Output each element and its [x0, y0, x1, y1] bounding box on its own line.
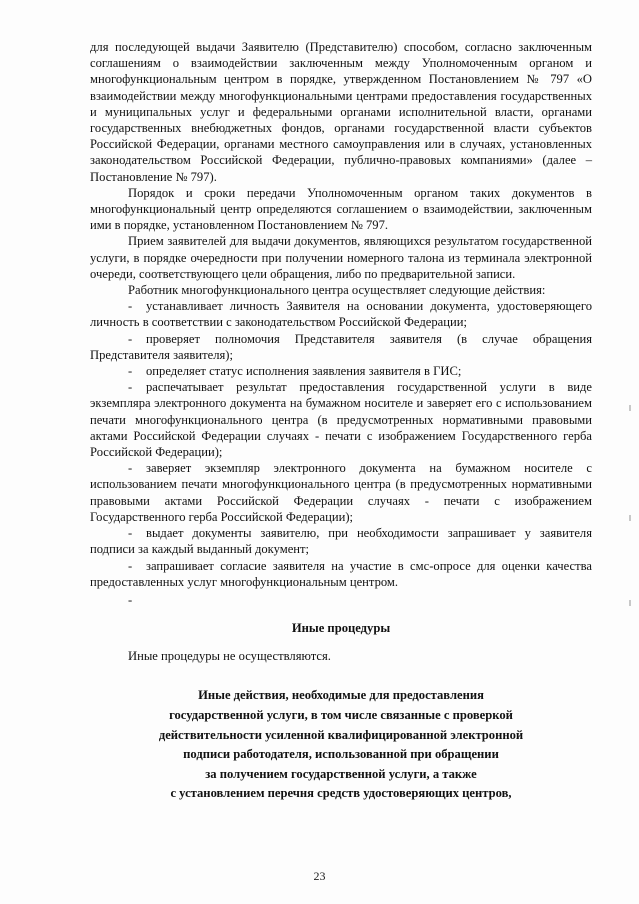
final-heading-line: действительности усиленной квалифицированной электронной [158, 727, 524, 742]
list-marker: - [128, 461, 133, 476]
paragraph-transfer-terms: Порядок и сроки передачи Уполномоченным органом таких документов в многофункциональный центр определяются соглашением о взаимодействии, заключенным ими в порядке, установленном Постановлением № 797. [90, 185, 592, 233]
paragraph-continuation: для последующей выдачи Заявителю (Представителю) способом, согласно заключенным соглашениям о взаимодействии заключенным между Уполномоченным органом и многофункциональным центром в порядке, утвержденном Постановлением № 797 «О взаимодействии между многофункциональными центрами предоставления государственных и муниципальных услуг и федеральными органами исполнительной власти, органами государственных внебюджетных фондов, органами государственной власти субъектов Российской Федерации, органами местного самоуправления или в случаях, установленных законодательством Российской Федерации, публично-правовых компаниями» (далее – Постановление № 797). [90, 40, 592, 184]
list-item-text: определяет статус исполнения заявления заявителя в ГИС; [146, 364, 462, 379]
list-item [90, 379, 592, 460]
paragraph-actions-intro: Работник многофункционального центра осуществляет следующие действия: [128, 283, 546, 298]
list-item [90, 331, 592, 363]
final-heading [90, 686, 592, 804]
final-heading-line: с установлением перечня средств удостоверяющих центров, [170, 786, 512, 801]
list-item-text: заверяет экземпляр электронного документа на бумажном носителе с использованием печати многофункционального центра (в предусмотренных нормативными правовыми актами Российской Федерации случаях - печати с изображением Государственного герба Российской Федерации); [90, 461, 592, 524]
list-marker: - [128, 364, 133, 379]
list-marker: - [128, 558, 133, 573]
list-marker: - [128, 331, 133, 346]
page-number: 23 [313, 869, 326, 883]
list-marker: - [128, 299, 133, 314]
list-item-text: проверяет полномочия Представителя заявителя (в случае обращения Представителя заявителя); [90, 331, 592, 362]
scan-artifact [629, 600, 631, 606]
list-item-text: устанавливает личность Заявителя на основании документа, удостоверяющего личность в соответствии с законодательством Российской Федерации; [90, 299, 592, 330]
empty-list-marker: - [128, 592, 133, 607]
scan-artifact [629, 405, 631, 411]
list-item-text: выдает документы заявителю, при необходимости запрашивает у заявителя подписи за каждый выданный документ; [90, 526, 592, 557]
paragraph-reception: Прием заявителей для выдачи документов, являющихся результатом государственной услуги, в порядке очередности при получении номерного талона из терминала электронной очереди, соответствующего цели обращения, либо по предварительной записи. [90, 234, 592, 281]
list-item [90, 363, 592, 379]
list-item [90, 460, 592, 525]
section-heading: Иные процедуры [291, 620, 391, 635]
final-heading-line: подписи работодателя, использованной при обращении [183, 747, 499, 762]
list-item [90, 558, 592, 590]
list-item-text: распечатывает результат предоставления государственной услуги в виде экземпляра электронного документа на бумажном носителе и заверяет его с использованием печати многофункционального центра (в предусмотренных нормативными правовыми актами Российской Федерации случаях - печати с изображением Государственного герба Российской Федерации); [90, 380, 592, 460]
final-heading-line: Иные действия, необходимые для предоставления [198, 688, 484, 703]
scan-artifact [629, 515, 631, 521]
list-item [90, 298, 592, 330]
section-text: Иные процедуры не осуществляются. [128, 649, 331, 664]
list-item [90, 525, 592, 557]
page-content [90, 39, 592, 804]
list-marker: - [128, 380, 133, 395]
final-heading-line: государственной услуги, в том числе связанные с проверкой [169, 707, 513, 722]
final-heading-line: за получением государственной услуги, а также [205, 766, 477, 781]
list-marker: - [128, 526, 133, 541]
list-item-text: запрашивает согласие заявителя на участие в смс-опросе для оценки качества предоставленных услуг многофункциональным центром. [90, 558, 592, 589]
